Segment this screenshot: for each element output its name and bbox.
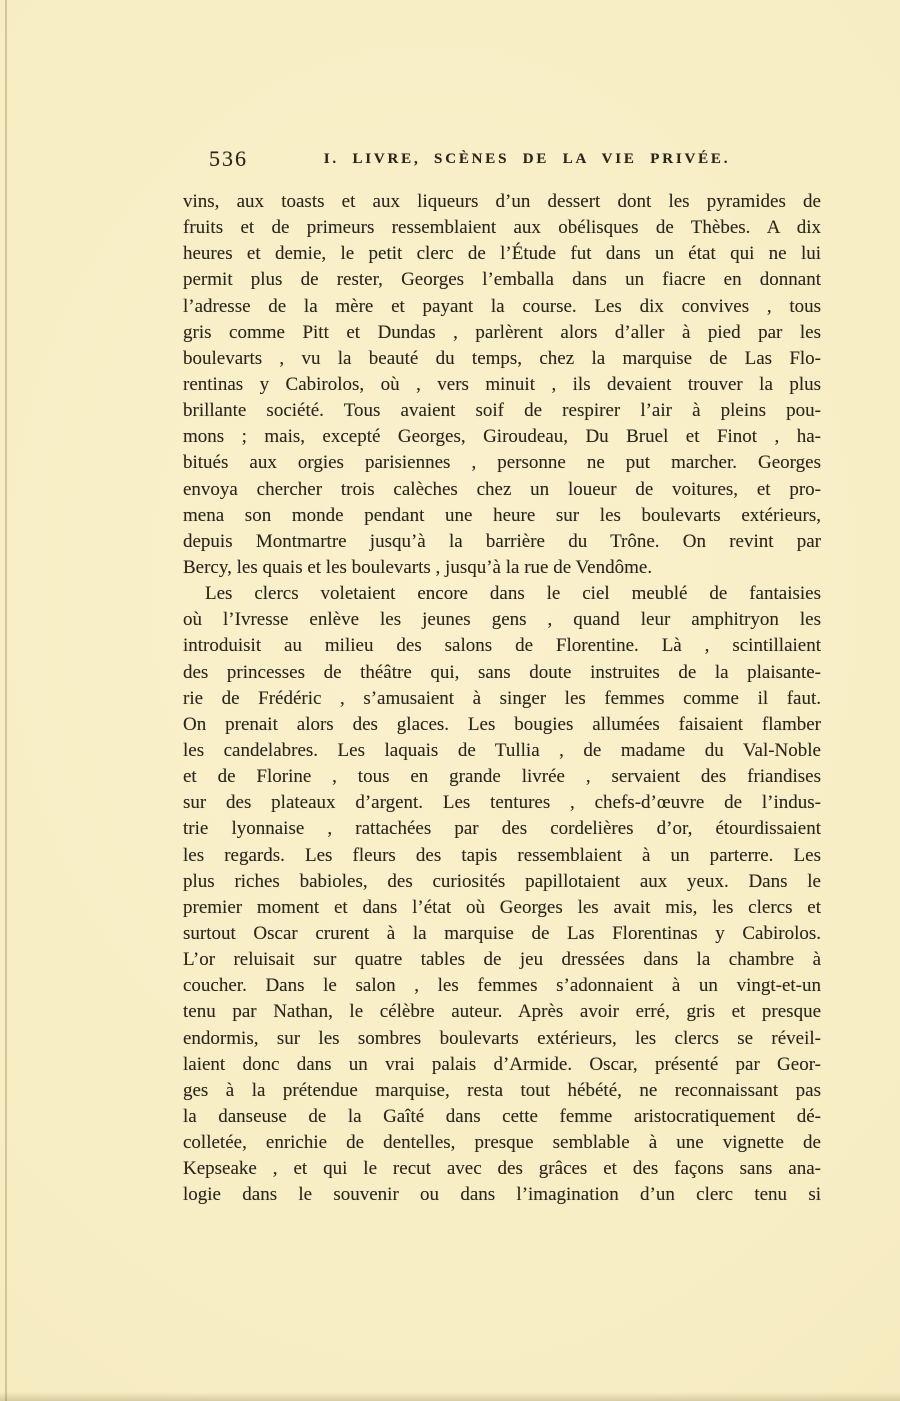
text-line: logie dans le souvenir ou dans l’imagination d’un clerc tenu si [183, 1184, 821, 1206]
text-line: tenu par Nathan, le célèbre auteur. Après avoir erré, gris et presque [183, 1001, 821, 1023]
text-line: colletée, enrichie de dentelles, presque semblable à une vignette de [183, 1132, 821, 1154]
text-line: laient donc dans un vrai palais d’Armide. Oscar, présenté par Geor- [183, 1053, 821, 1075]
text-line: les candelabres. Les laquais de Tullia , de madame du Val-Noble [183, 739, 821, 761]
text-line: L’or reluisait sur quatre tables de jeu dressées dans la chambre à [183, 949, 821, 971]
text-line: premier moment et dans l’état où Georges les avait mis, les clercs et [183, 896, 821, 918]
text-line: mons ; mais, excepté Georges, Giroudeau, Du Bruel et Finot , ha- [183, 426, 821, 448]
text-line: envoya chercher trois calèches chez un loueur de voitures, et pro- [183, 478, 821, 500]
text-line: vins, aux toasts et aux liqueurs d’un dessert dont les pyramides de [183, 191, 821, 212]
text-line: boulevarts , vu la beauté du temps, chez la marquise de Las Flo- [183, 347, 821, 369]
text-line: gris comme Pitt et Dundas , parlèrent alors d’aller à pied par les [183, 321, 821, 343]
page-body [183, 189, 821, 1208]
text-line: trie lyonnaise , rattachées par des cordelières d’or, étourdissaient [183, 818, 821, 840]
text-line: des princesses de théâtre qui, sans doute instruites de la plaisante- [183, 661, 821, 683]
text-line: plus riches babioles, des curiosités papillotaient aux yeux. Dans le [183, 870, 821, 892]
text-line: endormis, sur les sombres boulevarts extérieurs, les clercs se réveil- [183, 1027, 821, 1049]
text-line: On prenait alors des glaces. Les bougies allumées faisaient flamber [183, 713, 821, 735]
text-line: rie de Frédéric , s’amusaient à singer les femmes comme il faut. [183, 687, 821, 709]
text-line: rentinas y Cabirolos, où , vers minuit , ils devaient trouver la plus [183, 373, 821, 395]
text-line: Kepseake , et qui le recut avec des grâces et des façons sans ana- [183, 1158, 821, 1180]
text-line: Les clercs voletaient encore dans le ciel meublé de fantaisies [205, 583, 821, 605]
page-left-edge-shadow [5, 0, 7, 1401]
text-line: la danseuse de la Gaîté dans cette femme aristocratiquement dé- [183, 1105, 821, 1127]
text-line: où l’Ivresse enlève les jeunes gens , quand leur amphitryon les [183, 609, 821, 631]
text-line: permit plus de rester, Georges l’emballa dans un fiacre en donnant [183, 269, 821, 291]
text-line: l’adresse de la mère et payant la course. Les dix convives , tous [183, 295, 821, 317]
text-line: et de Florine , tous en grande livrée , servaient des friandises [183, 766, 821, 788]
running-title: I. LIVRE, SCÈNES DE LA VIE PRIVÉE. [323, 151, 731, 167]
text-line: bitués aux orgies parisiennes , personne ne put marcher. Georges [183, 452, 821, 474]
text-line: les regards. Les fleurs des tapis ressemblaient à un parterre. Les [183, 844, 821, 866]
text-line: mena son monde pendant une heure sur les boulevarts extérieurs, [183, 504, 821, 526]
text-line: brillante société. Tous avaient soif de respirer l’air à pleins pou- [183, 400, 821, 422]
text-line: depuis Montmartre jusqu’à la barrière du Trône. On revint par [183, 530, 821, 552]
text-line: surtout Oscar crurent à la marquise de Las Florentinas y Cabirolos. [183, 922, 821, 944]
text-line: coucher. Dans le salon , les femmes s’adonnaient à un vingt-et-un [183, 975, 821, 997]
text-line: Bercy, les quais et les boulevarts , jusqu’à la rue de Vendôme. [183, 556, 653, 578]
text-line: fruits et de primeurs ressemblaient aux obélisques de Thèbes. A dix [183, 217, 821, 239]
text-line: ges à la prétendue marquise, resta tout hébété, ne reconnaissant pas [183, 1079, 821, 1101]
page-number: 536 [209, 146, 248, 171]
text-line: introduisit au milieu des salons de Florentine. Là , scintillaient [183, 635, 821, 657]
page-header [183, 146, 821, 176]
text-line: heures et demie, le petit clerc de l’Étude fut dans un état qui ne lui [183, 243, 821, 265]
text-line: sur des plateaux d’argent. Les tentures , chefs-d’œuvre de l’indus- [183, 792, 821, 814]
